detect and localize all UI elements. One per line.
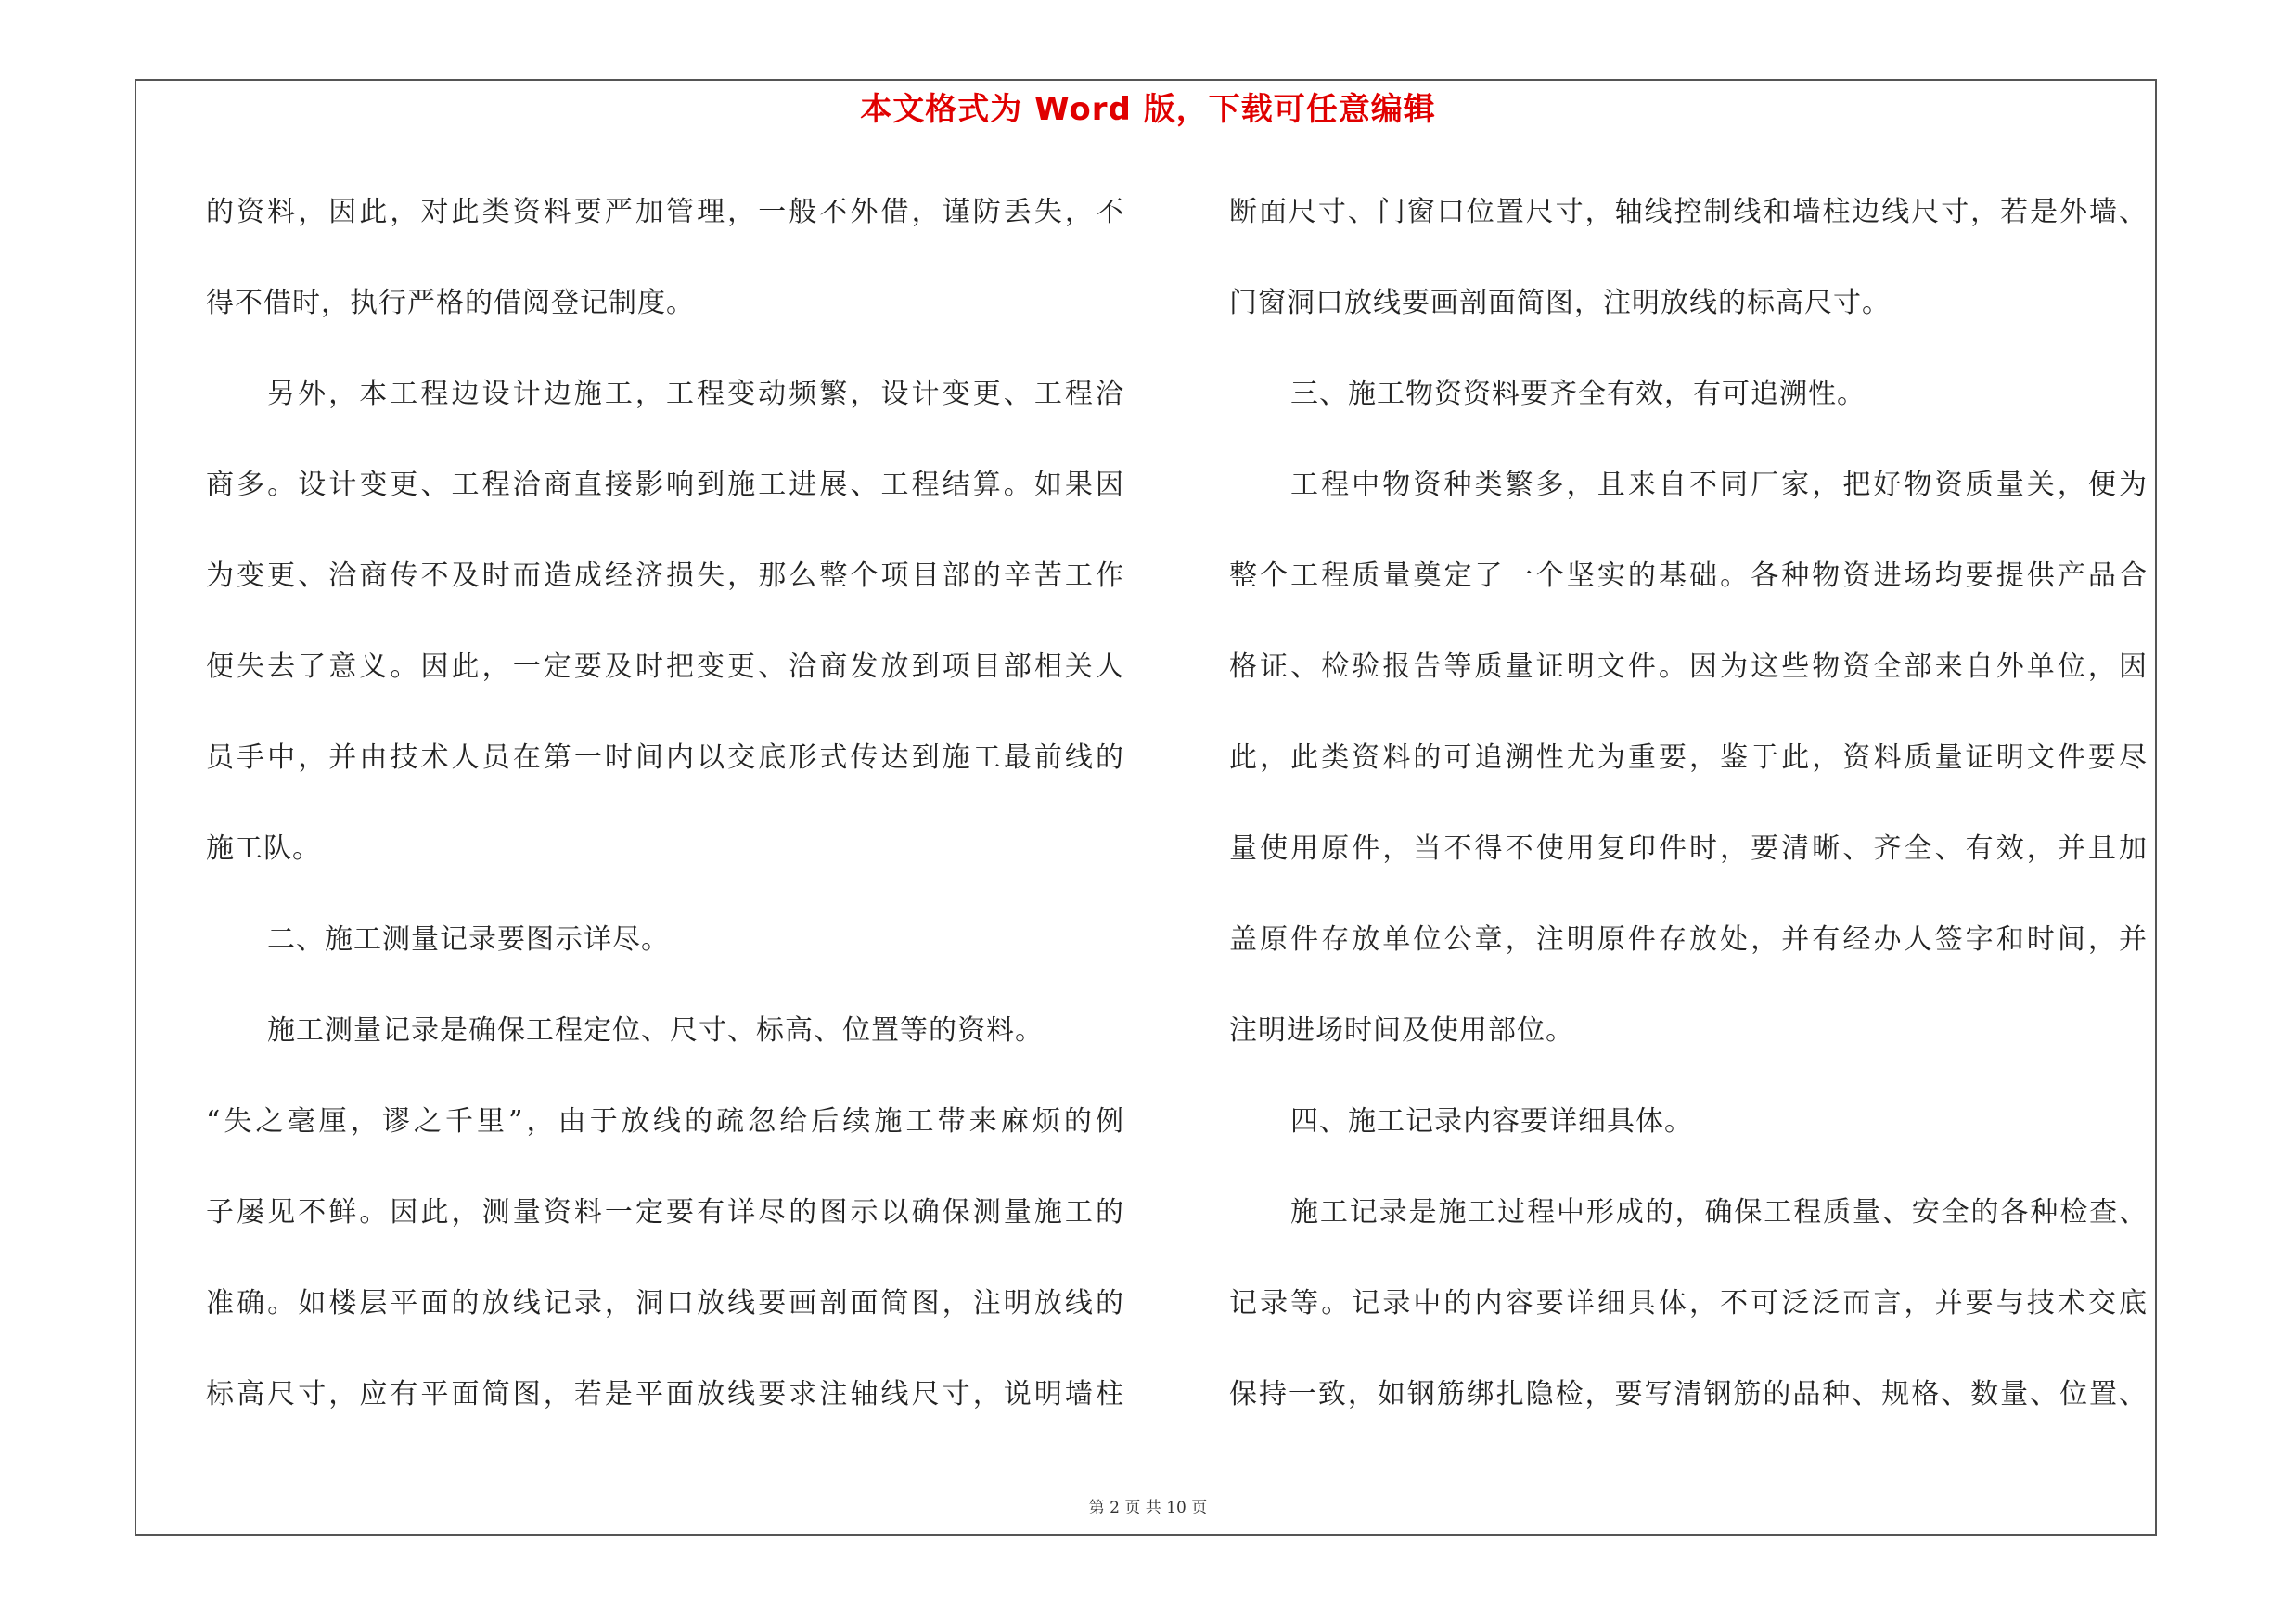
paragraph-line: 盖原件存放单位公章，注明原件存放处，并有经办人签字和时间，并: [1229, 923, 2148, 956]
paragraph-line: “失之毫厘，谬之千里”，由于放线的疏忽给后续施工带来麻烦的例: [206, 1105, 1124, 1138]
word-format-banner: 本文格式为 Word 版，下载可任意编辑: [860, 91, 1436, 128]
paragraph-line: 保持一致，如钢筋绑扎隐检，要写清钢筋的品种、规格、数量、位置、: [1229, 1378, 2148, 1410]
paragraph-line: 施工测量记录是确保工程定位、尺寸、标高、位置等的资料。: [267, 1014, 1044, 1047]
paragraph-line: 标高尺寸，应有平面简图，若是平面放线要求注轴线尺寸，说明墙柱: [206, 1378, 1124, 1410]
paragraph-line: 为变更、洽商传不及时而造成经济损失，那么整个项目部的辛苦工作: [206, 560, 1124, 592]
paragraph-line: 整个工程质量奠定了一个坚实的基础。各种物资进场均要提供产品合: [1229, 560, 2148, 592]
section-heading: 四、施工记录内容要详细具体。: [1290, 1105, 1693, 1138]
paragraph-line: 工程中物资种类繁多，且来自不同厂家，把好物资质量关，便为: [1290, 469, 2148, 501]
right-text-column: [1229, 184, 2148, 1457]
paragraph-line: 记录等。记录中的内容要详细具体，不可泛泛而言，并要与技术交底: [1229, 1287, 2148, 1320]
paragraph-line: 子屡见不鲜。因此，测量资料一定要有详尽的图示以确保测量施工的: [206, 1196, 1124, 1229]
paragraph-line: 得不借时，执行严格的借阅登记制度。: [206, 287, 695, 319]
paragraph-line: 注明进场时间及使用部位。: [1229, 1014, 1574, 1047]
paragraph-line: 量使用原件，当不得不使用复印件时，要清晰、齐全、有效，并且加: [1229, 832, 2148, 865]
page-number-footer: 第 2 页 共 10 页: [1088, 1499, 1208, 1517]
paragraph-line: 施工队。: [206, 832, 321, 865]
section-heading: 二、施工测量记录要图示详尽。: [267, 923, 670, 956]
paragraph-line: 商多。设计变更、工程洽商直接影响到施工进展、工程结算。如果因: [206, 469, 1124, 501]
paragraph-line: 准确。如楼层平面的放线记录，洞口放线要画剖面简图，注明放线的: [206, 1287, 1124, 1320]
left-text-column: [206, 184, 1124, 1457]
paragraph-line: 门窗洞口放线要画剖面简图，注明放线的标高尺寸。: [1229, 287, 1891, 319]
paragraph-line: 另外，本工程边设计边施工，工程变动频繁，设计变更、工程洽: [267, 378, 1124, 410]
paragraph-line: 便失去了意义。因此，一定要及时把变更、洽商发放到项目部相关人: [206, 650, 1124, 683]
paragraph-line: 施工记录是施工过程中形成的，确保工程质量、安全的各种检查、: [1290, 1196, 2148, 1229]
paragraph-line: 断面尺寸、门窗口位置尺寸，轴线控制线和墙柱边线尺寸，若是外墙、: [1229, 196, 2148, 228]
paragraph-line: 格证、检验报告等质量证明文件。因为这些物资全部来自外单位，因: [1229, 650, 2148, 683]
paragraph-line: 员手中，并由技术人员在第一时间内以交底形式传达到施工最前线的: [206, 741, 1124, 774]
paragraph-line: 的资料，因此，对此类资料要严加管理，一般不外借，谨防丢失，不: [206, 196, 1124, 228]
section-heading: 三、施工物资资料要齐全有效，有可追溯性。: [1290, 378, 1866, 410]
paragraph-line: 此，此类资料的可追溯性尤为重要，鉴于此，资料质量证明文件要尽: [1229, 741, 2148, 774]
